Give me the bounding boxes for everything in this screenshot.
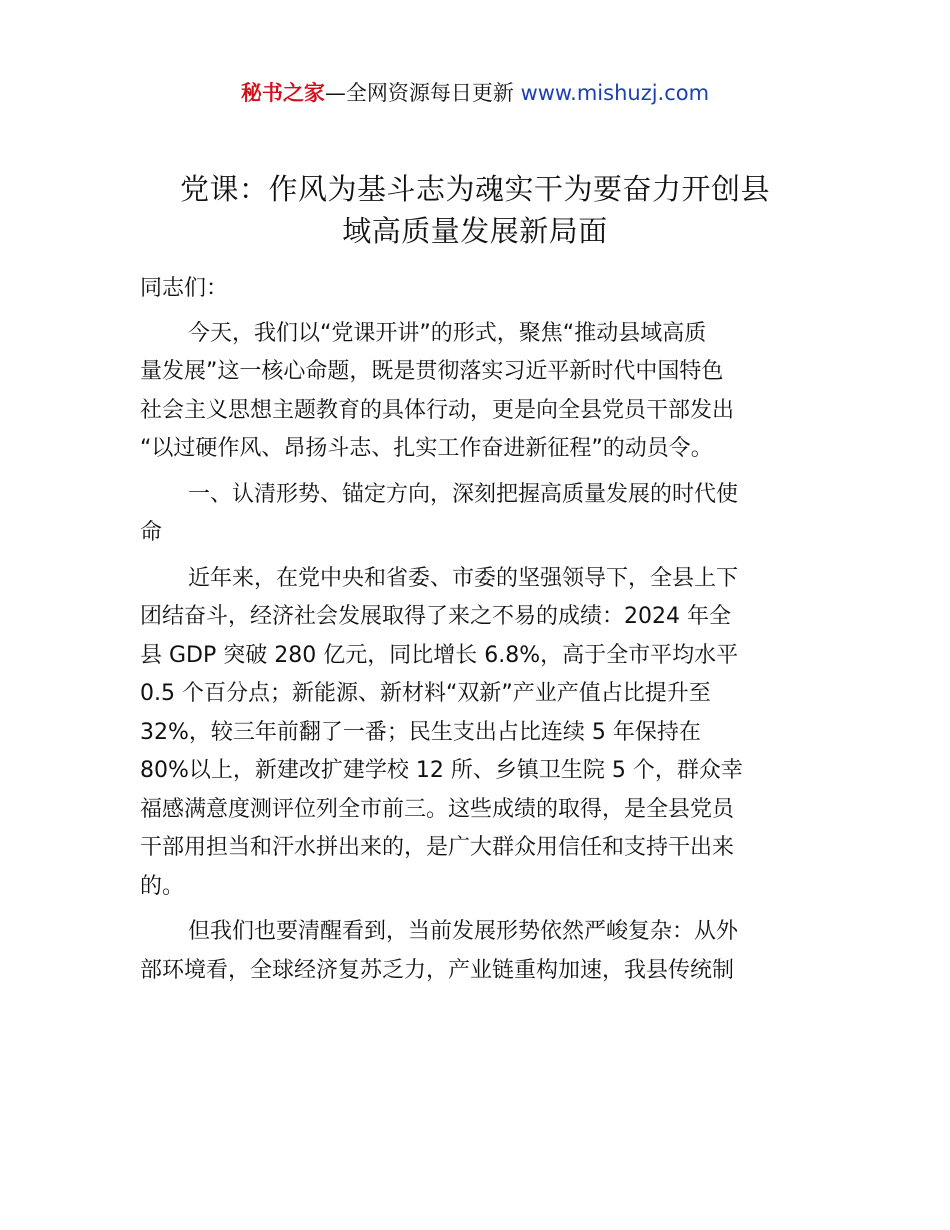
- text-line: 县 GDP 突破 280 亿元，同比增长 6.8%，高于全市平均水平: [140, 642, 739, 668]
- paragraph: [140, 913, 812, 990]
- title-line: 域高质量发展新局面: [342, 214, 608, 248]
- site-brand: 秘书之家: [240, 81, 325, 105]
- title-line: 党课：作风为基斗志为魂实干为要奋力开创县: [179, 172, 770, 206]
- text-line: 近年来，在党中央和省委、市委的坚强领导下，全县上下: [188, 565, 739, 591]
- document-body: [140, 270, 812, 990]
- site-tagline: —全网资源每日更新: [324, 81, 514, 105]
- text-line: 但我们也要清醒看到，当前发展形势依然严峻复杂：从外: [188, 919, 739, 944]
- text-line: 今天，我们以“党课开讲”的形式，聚焦“推动县域高质: [188, 320, 707, 346]
- text-line: 量发展”这一核心命题，既是贯彻落实习近平新时代中国特色: [140, 359, 724, 384]
- text-line: 团结奋斗，经济社会发展取得了来之不易的成绩：2024 年全: [140, 604, 731, 629]
- text-line: 32%，较三年前翻了一番；民生支出占比连续 5 年保持在: [140, 719, 701, 745]
- text-line: 干部用担当和汗水拼出来的，是广大群众用信任和支持干出来: [140, 835, 735, 860]
- text-line: 一、认清形势、锚定方向，深刻把握高质量发展的时代使: [188, 481, 739, 507]
- site-url-link[interactable]: www.mishuzj.com: [520, 81, 710, 105]
- document-title: [140, 168, 810, 252]
- text-line: 社会主义思想主题教育的具体行动，更是向全县党员干部发出: [140, 397, 735, 423]
- text-line: 命: [140, 520, 163, 545]
- text-line: 80%以上，新建改扩建学校 12 所、乡镇卫生院 5 个，群众幸: [140, 758, 743, 783]
- text-line: 的。: [140, 873, 185, 899]
- site-header: [0, 78, 950, 108]
- text-line: 福感满意度测评位列全市前三。这些成绩的取得，是全县党员: [140, 796, 735, 822]
- text-line: 部环境看，全球经济复苏乏力，产业链重构加速，我县传统制: [140, 957, 735, 983]
- section-heading: [140, 476, 812, 553]
- text-line: “以过硬作风、昂扬斗志、扎实工作奋进新征程”的动员令。: [140, 436, 713, 461]
- paragraph: [140, 560, 812, 907]
- greeting: 同志们：: [140, 276, 229, 301]
- text-line: 0.5 个百分点；新能源、新材料“双新”产业产值占比提升至: [140, 681, 711, 706]
- paragraph: [140, 315, 812, 469]
